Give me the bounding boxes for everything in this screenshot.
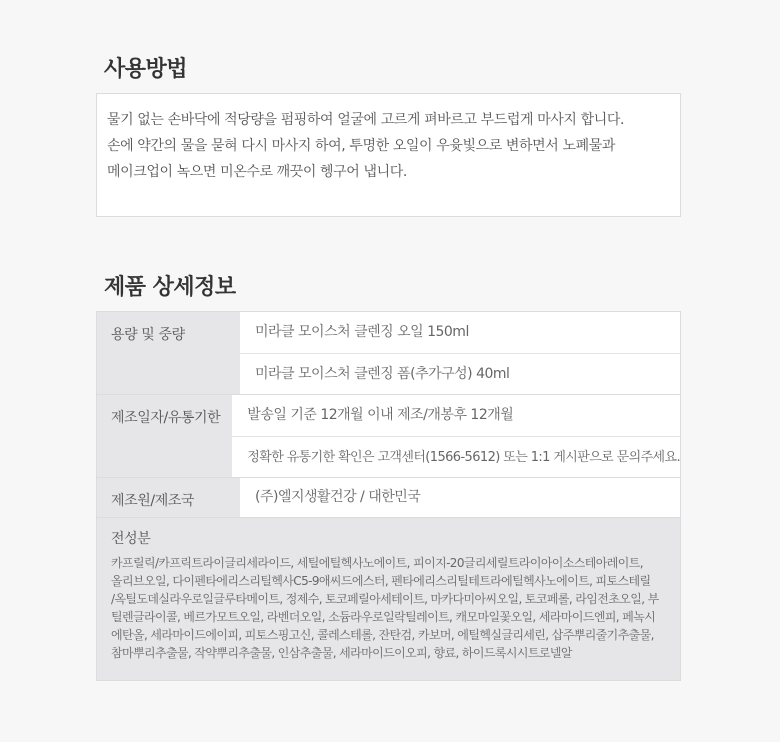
row-label-manufacturer: 제조원/제조국 xyxy=(97,478,240,517)
expiry-inquiry-note: 정확한 유통기한 확인은 고객센터(1566-5612) 또는 1:1 게시판으로 문의주세요. xyxy=(232,436,680,477)
table-row-capacity xyxy=(97,312,680,395)
usage-section-title: 사용방법 xyxy=(104,57,188,82)
table-row-expiry xyxy=(97,395,680,478)
manufacturer-value: (주)엘지생활건강 / 대한민국 xyxy=(255,489,421,505)
row-values-manufacturer xyxy=(240,478,680,517)
usage-line-3: 메이크업이 녹으면 미온수로 깨끗이 헹구어 냅니다. xyxy=(107,164,407,180)
usage-line-1: 물기 없는 손바닥에 적당량을 펌핑하여 얼굴에 고르게 펴바르고 부드럽게 마사지 합니다. xyxy=(107,112,625,128)
row-values-capacity xyxy=(240,312,680,394)
ingredients-label: 전성분 xyxy=(111,531,151,547)
row-label-expiry: 제조일자/유통기한 xyxy=(97,395,232,477)
ingredients-line-6: 참마뿌리추출물, 작약뿌리추출물, 인삼추출물, 세라마이드이오피, 향료, 하이드록시시트로넬알 xyxy=(111,646,572,660)
capacity-value-oil: 미라클 모이스처 클렌징 오일 150ml xyxy=(255,324,469,340)
ingredients-line-1: 카프릴릭/카프릭트라이글리세라이드, 세틸에틸헥사노에이트, 피이지-20글리세릴트라이아이소스테아레이트, xyxy=(111,556,643,570)
product-detail-table xyxy=(96,311,681,681)
table-row-manufacturer xyxy=(97,478,680,518)
ingredients-line-4: 틸렌글라이콜, 베르가모트오일, 라벤더오일, 소듐라우로일락틸레이트, 캐모마일꽃오일, 세라마이드엔피, 페녹시 xyxy=(111,610,656,624)
ingredients-line-3: /옥틸도데실라우로일글루타메이트, 정제수, 토코페릴아세테이트, 마카다미아씨오일, 토코페롤, 라임전초오일, 부 xyxy=(111,592,659,606)
usage-line-2: 손에 약간의 물을 묻혀 다시 마사지 하여, 투명한 오일이 우윳빛으로 변하면서 노폐물과 xyxy=(107,138,615,154)
detail-section-title: 제품 상세정보 xyxy=(104,275,236,300)
usage-description-box xyxy=(96,93,681,217)
capacity-value-foam: 미라클 모이스처 클렌징 폼(추가구성) 40ml xyxy=(240,353,680,394)
ingredients-text xyxy=(111,554,668,662)
ingredients-line-2: 올리브오일, 다이펜타에리스리틸헥사C5-9애씨드에스터, 펜타에리스리틸테트라에틸헥사노에이트, 피토스테릴 xyxy=(111,574,651,588)
row-label-capacity: 용량 및 중량 xyxy=(97,312,240,394)
ingredients-line-5: 에탄올, 세라마이드에이피, 피토스핑고신, 콜레스테롤, 잔탄검, 카보머, 에틸헥실글리세린, 삽주뿌리줄기추출물, xyxy=(111,628,654,642)
expiry-value: 발송일 기준 12개월 이내 제조/개봉후 12개월 xyxy=(247,407,514,423)
ingredients-block xyxy=(97,518,680,680)
row-values-expiry xyxy=(232,395,680,477)
